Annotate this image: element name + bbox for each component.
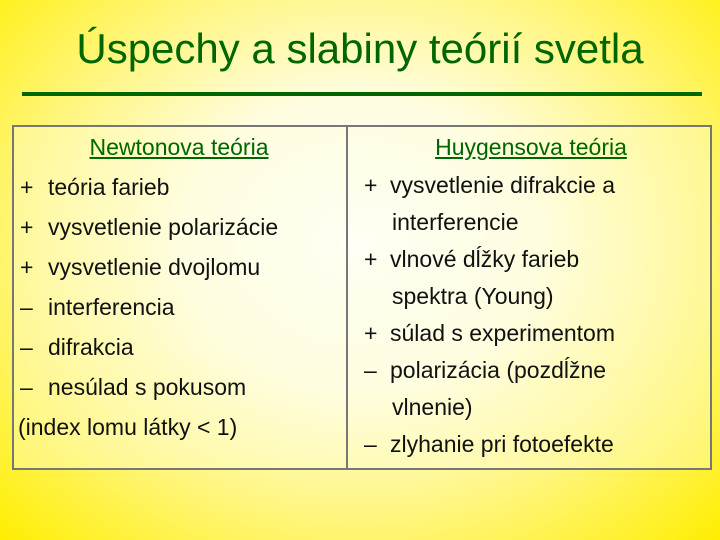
list-item — [12, 287, 346, 327]
plus-symbol: + — [20, 174, 34, 200]
list-item — [12, 327, 346, 367]
huygens-column — [350, 125, 712, 470]
minus-symbol: – — [20, 374, 33, 400]
item-text-continuation: vlnenie) — [392, 394, 473, 420]
minus-symbol: – — [20, 294, 33, 320]
item-text: vysvetlenie dvojlomu — [48, 254, 261, 280]
item-text: súlad s experimentom — [390, 320, 615, 346]
item-text: difrakcia — [48, 334, 134, 360]
plus-symbol: + — [364, 172, 378, 198]
item-text: interferencia — [48, 294, 175, 320]
item-text: vysvetlenie polarizácie — [48, 214, 279, 240]
plus-symbol: + — [364, 246, 378, 272]
plus-symbol: + — [20, 214, 34, 240]
item-text: vysvetlenie difrakcie a — [390, 172, 615, 198]
list-item — [12, 167, 346, 207]
item-text-continuation: interferencie — [392, 209, 519, 235]
list-item — [12, 247, 346, 287]
title-underline — [22, 92, 702, 96]
slide-title: Úspechy a slabiny teórií svetla — [76, 25, 644, 72]
list-item — [350, 315, 712, 352]
minus-symbol: – — [364, 357, 377, 383]
item-text-continuation: spektra (Young) — [392, 283, 554, 309]
minus-symbol: – — [364, 431, 377, 457]
plus-symbol: + — [20, 254, 34, 280]
huygens-header: Huygensova teória — [435, 134, 627, 160]
list-item — [350, 352, 712, 426]
item-text: nesúlad s pokusom — [48, 374, 247, 400]
newton-column — [12, 125, 348, 470]
item-text: vlnové dĺžky farieb — [390, 246, 580, 272]
item-text: polarizácia (pozdĺžne — [390, 357, 607, 383]
newton-header: Newtonova teória — [89, 134, 269, 160]
newton-footnote: (index lomu látky < 1) — [18, 414, 238, 440]
item-text: zlyhanie pri fotoefekte — [390, 431, 614, 457]
minus-symbol: – — [20, 334, 33, 360]
list-item — [350, 167, 712, 241]
list-item — [12, 207, 346, 247]
list-item — [350, 426, 712, 463]
item-text: teória farieb — [48, 174, 170, 200]
list-item — [350, 241, 712, 315]
plus-symbol: + — [364, 320, 378, 346]
list-item — [12, 367, 346, 407]
